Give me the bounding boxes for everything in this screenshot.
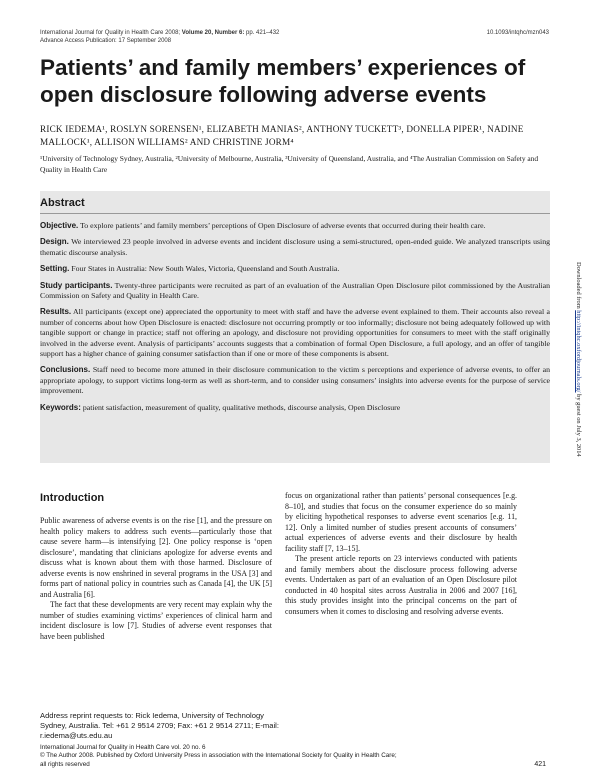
paragraph: The present article reports on 23 interviews conducted with patients and family members about the disclosure process following adverse events. Undertaken as part of an evaluation of an Open Disclosure pilot conducted in 40 hospital sites across Australia in 2006 and 2007 [16], this study provides insight into the principal concerns on the part of consumers when it comes to disclosing and resolving adverse events. [285, 554, 517, 616]
abstract-participants: Study participants. Twenty-three participants were recruited as part of an evaluation of the Australian Open Disclosure pilot commissioned by the Australian Commission on Safety and Quality in Health Care. [40, 280, 550, 301]
paragraph: Public awareness of adverse events is on the rise [1], and the pressure on health policy makers to address such events—particularly those that cause severe harm—is intensifying [2]. One policy response is ‘open disclosure’, mandating that clinicians apologize for adverse events and discuss what is known about them with those harmed. Disclosure of adverse events is now enshrined in several programs in the USA [3] and forms part of national policy in countries such as Canada [4], the UK [5] and Australia [6]. [40, 516, 272, 599]
footer-journal: International Journal for Quality in Health Care vol. 20 no. 6 [40, 744, 206, 751]
abstract-box [40, 191, 550, 463]
running-header [40, 29, 279, 45]
abstract-body [40, 221, 550, 419]
author-list: RICK IEDEMA¹, ROSLYN SORENSEN¹, ELIZABETH MANIAS², ANTHONY TUCKETT³, DONELLA PIPER¹, NADINE MALLOCK¹, ALLISON WILLIAMS² AND CHRISTINE JORM⁴ [40, 124, 524, 147]
abstract-keywords: Keywords: patient satisfaction, measurement of quality, qualitative methods, discourse analysis, Open Disclosure [40, 402, 401, 412]
abstract-setting: Setting. Four States in Australia: New South Wales, Victoria, Queensland and South Australia. [40, 264, 340, 274]
reprint-address: Address reprint requests to: Rick Iedema, University of Technology Sydney, Australia. Tel: +61 2 9514 2709; Fax: +61 2 9514 2711; E-mail: r.iedema@uts.edu.au [40, 711, 279, 740]
journal-citation-line: International Journal for Quality in Health Care 2008; Volume 20, Number 6: pp. 421–432 [40, 30, 280, 36]
abstract-divider [40, 213, 550, 214]
paragraph: focus on organizational rather than patients’ personal consequences [e.g. 8–10], and studies that focus on the consumer experience do so mainly by eliciting hypothetical responses to adverse event scenarios [e.g. 11, 12]. Only a limited number of studies present accounts of consumers’ actual experiences of adverse events and their disclosure by health facility staff [7, 13–15]. [285, 491, 517, 553]
introduction-heading: Introduction [40, 492, 105, 504]
journal-link[interactable]: http://intqhc.oxfordjournals.org/ [575, 310, 582, 393]
doi[interactable]: 10.1093/intqhc/mzn043 [486, 30, 549, 36]
page-number: 421 [534, 761, 546, 768]
body-column-left [40, 516, 272, 642]
abstract-heading: Abstract [40, 197, 85, 209]
body-column-right [285, 491, 517, 617]
abstract-design: Design. We interviewed 23 people involved in adverse events and incident disclosure using a semi-structured, open-ended guide. We analyzed transcripts using thematic discourse analysis. [40, 237, 550, 257]
footer-copyright: © The Author 2008. Published by Oxford University Press in association with the International Society for Quality in Health Care; [40, 752, 397, 760]
paragraph: The fact that these developments are very recent may explain why the number of studies examining victims’ experiences of clinical harm and incident disclosure is low [7]. Studies of adverse event responses that have been published [40, 600, 272, 641]
download-watermark: Downloaded from http://intqhc.oxfordjournals.org/ by guest on July 3, 2014 [575, 262, 582, 457]
abstract-conclusions: Conclusions. Staff need to become more attuned in their disclosure communication to the victim s perceptions and experience of adverse events, to offer an appropriate apology, to support victims long-term as well as short-term, and to consider using consumers’ insights into adverse events for the purpose of service improvement. [40, 365, 550, 396]
article-title: Patients’ and family members’ experiences of open disclosure following adverse events [40, 55, 526, 107]
advance-access-line: Advance Access Publication: 17 September 2008 [40, 38, 172, 44]
abstract-results: Results. All participants (except one) appreciated the opportunity to meet with staff and have the adverse event explained to them. Their accounts also reveal a number of concerns about how Open Disclosure is enacted: disclosure not occurring promptly or too informally; disclosure not being adequately followed up with tangible support or change in practice; staff not offering an apology, and disclosure not providing opportunities for consumers to meet with the staff originally involved in the adverse event. Analysis of participants’ accounts suggests that a combination of formal Open Disclosure, a full apology, and an offer of tangible support has a higher chance of gaining consumer satisfaction than if one or more of these components is absent. [40, 307, 550, 359]
affiliations: ¹University of Technology Sydney, Australia, ²University of Melbourne, Australia, ³University of Queensland, Australia, and ⁴The Australian Commission on Safety and Quality in Health Care [40, 154, 539, 174]
page-footer [40, 744, 470, 769]
abstract-objective: Objective. To explore patients’ and family members’ perceptions of Open Disclosure of adverse events that occurred during their health care. [40, 221, 486, 230]
footer-rights: all rights reserved [40, 760, 90, 768]
